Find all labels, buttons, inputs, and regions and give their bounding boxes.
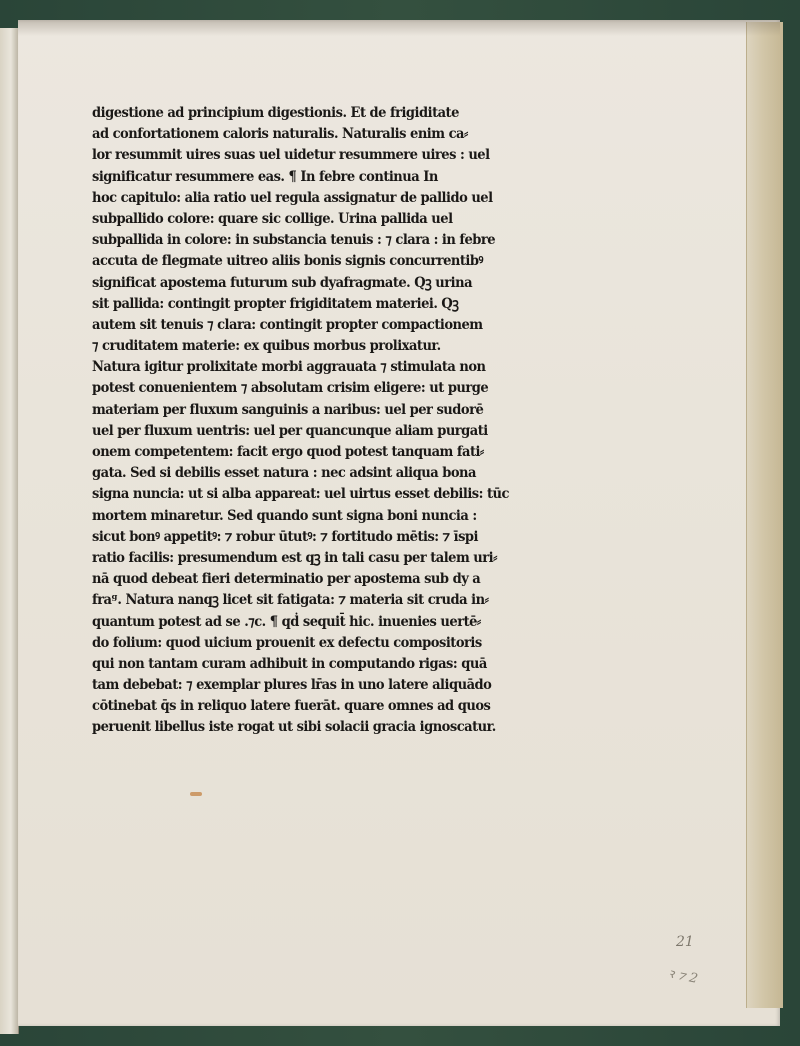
page-fore-edge bbox=[746, 22, 783, 1008]
text-line: subpallida in colore: in substancia tenuis : ⁊ clara : in febre bbox=[92, 232, 496, 249]
text-line: ad confortationem caloris naturalis. Naturalis enim ca⸗ bbox=[92, 126, 468, 143]
text-line: sit pallida: contingit propter frigiditatem materiei. Qꝫ bbox=[92, 295, 459, 312]
incunable-text-block bbox=[92, 103, 524, 739]
text-line: uel per fluxum uentris: uel per quancunque aliam purgati bbox=[92, 422, 488, 439]
text-line: accuta de flegmate uitreo aliis bonis signis concurrentibꝰ bbox=[92, 253, 483, 270]
text-line: subpallido colore: quare sic collige. Urina pallida uel bbox=[92, 210, 453, 227]
text-line: digestione ad principium digestionis. Et de frigiditate bbox=[92, 105, 459, 121]
text-line: potest conuenientem ⁊ absolutam crisim eligere: ut purge bbox=[92, 380, 489, 397]
text-line: materiam per fluxum sanguinis a naribus: uel per sudorē bbox=[92, 401, 484, 418]
text-line: sicut bonꝰ appetitꝰ: ⁊ robur ūtutꝰ: ⁊ fortitudo mētis: ⁊ īspi bbox=[92, 528, 479, 545]
text-line: ratio facilis: presumendum est qꝫ in tali casu per talem uri⸗ bbox=[92, 549, 497, 566]
text-line: mortem minaretur. Sed quando sunt signa boni nuncia : bbox=[92, 507, 477, 524]
text-line: fraᵍ. Natura nanqꝫ licet sit fatigata: ⁊ materia sit cruda in⸗ bbox=[92, 592, 489, 609]
page-top-shadow bbox=[18, 20, 780, 36]
text-line: peruenit libellus iste rogat ut sibi solacii gracia ignoscatur. bbox=[92, 719, 496, 736]
text-line: cōtinebat q̄s in reliquo latere fuerāt. quare omnes ad quos bbox=[92, 698, 491, 715]
text-line: ⁊ cruditatem materie: ex quibus morbus prolixatur. bbox=[92, 338, 441, 355]
text-line: lor resummit uires suas uel uidetur resummere uires : uel bbox=[92, 147, 490, 164]
text-line: Natura igitur prolixitate morbi aggrauata ⁊ stimulata non bbox=[92, 359, 486, 376]
text-line: nā quod debeat fieri determinatio per apostema sub dy a bbox=[92, 571, 481, 588]
text-line: significatur resummere eas. ¶ In febre continua In bbox=[92, 168, 438, 185]
text-line: tam debebat: ⁊ exemplar plures lr̄as in uno latere aliquādo bbox=[92, 677, 492, 694]
text-line: autem sit tenuis ⁊ clara: contingit propter compactionem bbox=[92, 316, 483, 333]
text-line: onem competentem: facit ergo quod potest tanquam fati⸗ bbox=[92, 444, 484, 460]
ink-stain bbox=[190, 792, 202, 796]
text-line: gata. Sed si debilis esset natura : nec adsint aliqua bona bbox=[92, 465, 476, 482]
pencil-page-number: 21 bbox=[676, 934, 694, 950]
text-line: do folium: quod uicium prouenit ex defectu compositoris bbox=[92, 634, 482, 651]
text-line: quantum potest ad se .⁊c. ¶ qḋ sequit̄ hic. inuenies uertē⸗ bbox=[92, 613, 481, 630]
text-line: signa nuncia: ut si alba appareat: uel uirtus esset debilis: tūc bbox=[92, 486, 509, 503]
text-line: significat apostema futurum sub dyafragmate. Qꝫ urina bbox=[92, 274, 473, 291]
text-line: qui non tantam curam adhibuit in computando rigas: quā bbox=[92, 655, 487, 672]
facing-page-edge bbox=[0, 28, 19, 1034]
pencil-scrawl: ꝛ ⁊ 2 bbox=[666, 965, 700, 987]
text-line: hoc capitulo: alia ratio uel regula assignatur de pallido uel bbox=[92, 189, 493, 206]
